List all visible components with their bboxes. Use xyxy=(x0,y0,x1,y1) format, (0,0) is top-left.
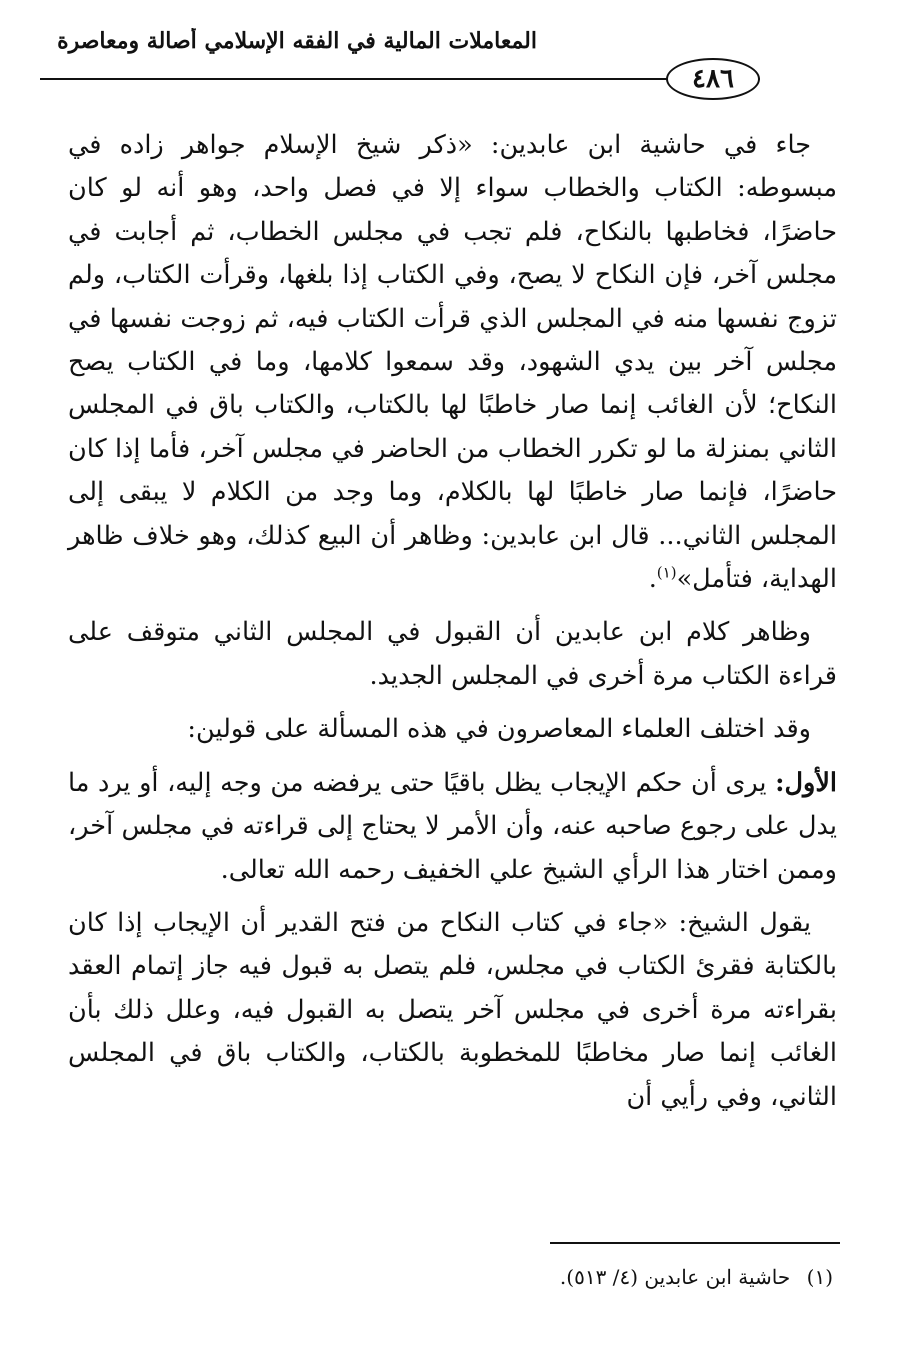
header-rule xyxy=(40,78,760,80)
main-text xyxy=(68,124,837,1119)
paragraph-commentary: وظاهر كلام ابن عابدين أن القبول في المجلس الثاني متوقف على قراءة الكتاب مرة أخرى في المجلس الجديد. xyxy=(68,617,837,691)
paragraph-quote-ibn-abidin xyxy=(68,124,837,601)
footnote-number: (١) xyxy=(806,1265,833,1289)
page-number: ٤٨٦ xyxy=(692,64,734,94)
page-number-badge xyxy=(666,58,760,100)
footnote xyxy=(300,1262,833,1292)
paragraph-sheikh-quote: يقول الشيخ: «جاء في كتاب النكاح من فتح القدير أن الإيجاب إذا كان بالكتابة فقرئ الكتاب في مجلس، فلم يتصل به قبول فيه جاز إتمام العقد بقراءته مرة أخرى في مجلس آخر يتصل به القبول فيه، وعلل ذلك بأن الغائب إنما صار مخاطبًا للمخطوبة بالكتاب، والكتاب باق في المجلس الثاني، وفي رأيي أن xyxy=(68,907,837,1112)
paragraph-disagreement: وقد اختلف العلماء المعاصرون في هذه المسألة على قولين: xyxy=(187,714,811,745)
first-opinion-lead: الأول: xyxy=(775,767,837,798)
paragraph-first-opinion xyxy=(68,762,837,892)
paragraph-1-text: جاء في حاشية ابن عابدين: «ذكر شيخ الإسلام جواهر زاده في مبسوطه: الكتاب والخطاب سواء إلا في فصل واحد، وهو أنه لو كان حاضرًا، فخاطبها بالنكاح، فلم تجب في مجلس الخطاب، ثم أجابت في مجلس آخر، فإن النكاح لا يصح، وفي الكتاب إذا بلغها، وقرأت الكتاب، ولم تزوج نفسها منه في المجلس الذي قرأت الكتاب فيه، ثم زوجت نفسها في مجلس آخر بين يدي الشهود، وقد سمعوا كلامها، وما في الكتاب يصح النكاح؛ لأن الغائب إنما صار خاطبًا لها بالكتاب، والكتاب باق في المجلس الثاني بمنزلة ما لو تكرر الخطاب من الحاضر في مجلس آخر، فأما إذا كان حاضرًا، فإنما صار خاطبًا لها بالكلام، وما وجد من الكلام لا يبقى إلى المجلس الثاني... قال ابن عابدين: وظاهر أن البيع كذلك، وهو خلاف ظاهر الهداية، فتأمل» xyxy=(68,130,837,595)
footnote-rule xyxy=(550,1242,840,1244)
first-opinion-text: يرى أن حكم الإيجاب يظل باقيًا حتى يرفضه من وجه إليه، أو يرد ما يدل على رجوع صاحبه عنه، وأن الأمر لا يحتاج إلى قراءته في مجلس آخر، وممن اختار هذا الرأي الشيخ علي الخفيف رحمه الله تعالى. xyxy=(68,767,837,885)
paragraph-1-end: . xyxy=(648,564,657,595)
running-title: المعاملات المالية في الفقه الإسلامي أصالة ومعاصرة xyxy=(57,28,537,54)
footnote-reference[interactable]: (١) xyxy=(656,563,677,582)
footnote-text: حاشية ابن عابدين (٤/ ٥١٣). xyxy=(559,1265,791,1289)
